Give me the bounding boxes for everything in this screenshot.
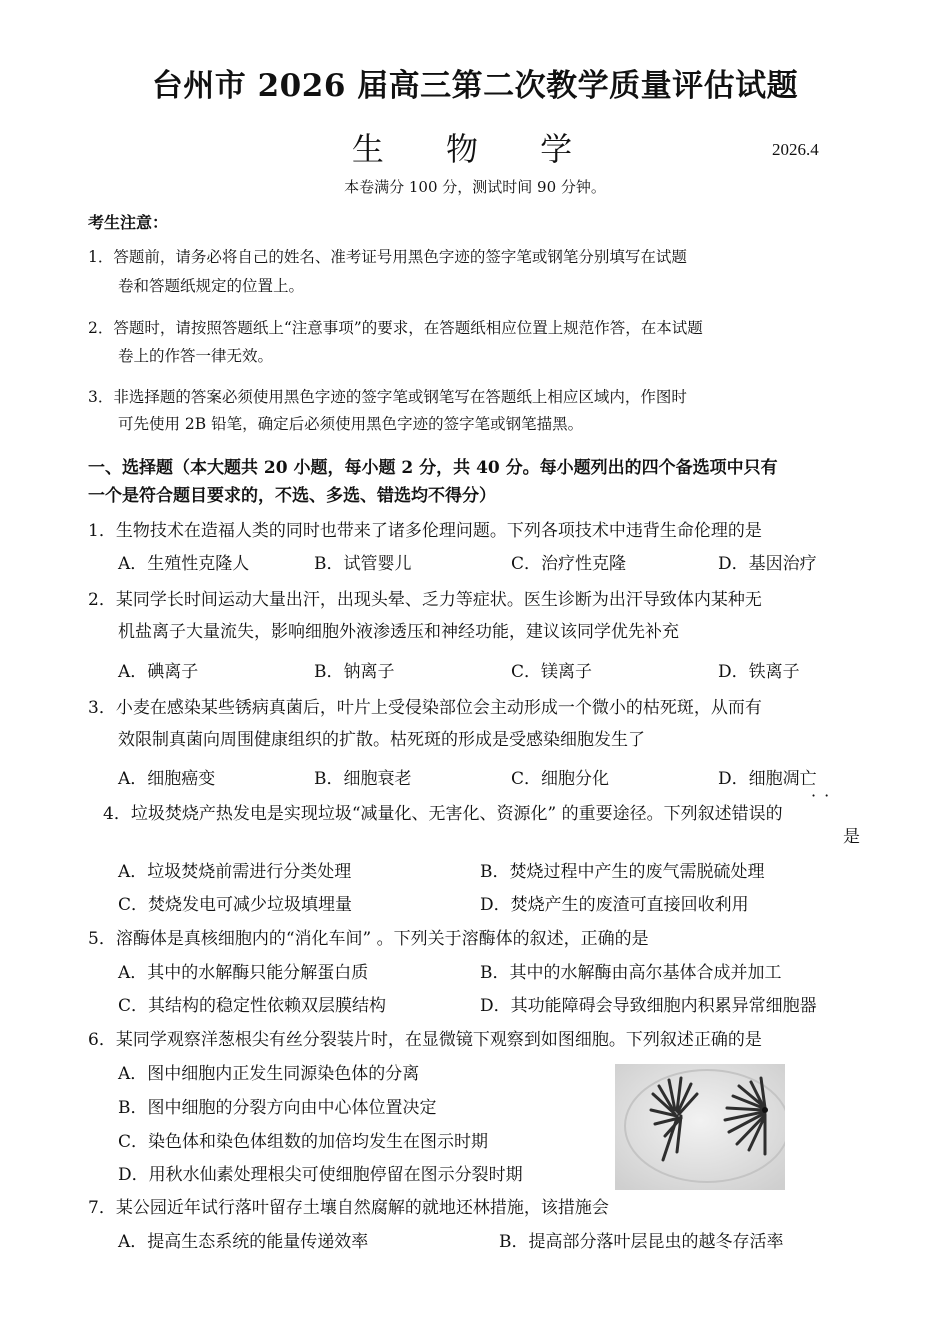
notice-item-1-line2: 卷和答题纸规定的位置上。 — [118, 277, 305, 295]
notice-item-3-line1: 3．非选择题的答案必须使用黑色字迹的签字笔或钢笔写在答题纸上相应区域内，作图时 — [88, 388, 687, 406]
q3-option-b: B．细胞衰老 — [314, 769, 412, 789]
notice-heading: 考生注意： — [88, 213, 169, 232]
exam-date: 2026.4 — [772, 140, 819, 159]
subject-title: 生 物 学 — [351, 130, 599, 168]
q4-option-c: C．焚烧发电可减少垃圾填埋量 — [118, 895, 353, 915]
notice-item-1-line1: 1．答题前，请务必将自己的姓名、准考证号用黑色字迹的签字笔或钢笔分别填写在试题 — [88, 248, 687, 266]
q6-option-a: A．图中细胞内正发生同源染色体的分离 — [118, 1064, 420, 1084]
q5-stem: 5．溶酶体是真核细胞内的“消化车间” 。下列关于溶酶体的叙述，正确的是 — [88, 929, 649, 949]
notice-item-2-line2: 卷上的作答一律无效。 — [118, 347, 274, 365]
notice-item-2-line1: 2．答题时，请按照答题纸上“注意事项”的要求，在答题纸相应位置上规范作答，在本试题 — [88, 319, 703, 337]
notice-item-3-line2: 可先使用 2B 铅笔，确定后必须使用黑色字迹的签字笔或钢笔描黑。 — [118, 415, 584, 433]
q3-option-a: A．细胞癌变 — [118, 769, 216, 789]
q6-option-b: B．图中细胞的分裂方向由中心体位置决定 — [118, 1098, 437, 1118]
q1-option-b: B．试管婴儿 — [314, 554, 412, 574]
mitosis-micrograph — [615, 1064, 785, 1190]
q1-stem: 1．生物技术在造福人类的同时也带来了诸多伦理问题。下列各项技术中违背生命伦理的是 — [88, 521, 762, 541]
q3-option-d: D．细胞凋亡 — [718, 769, 817, 789]
q5-option-b: B．其中的水解酶由高尔基体合成并加工 — [480, 963, 782, 983]
q3-option-c: C．细胞分化 — [511, 769, 610, 789]
q1-option-a: A．生殖性克隆人 — [118, 554, 250, 574]
section-heading-line2: 一个是符合题目要求的，不选、多选、错选均不得分） — [88, 486, 496, 506]
q4-stem-line2: 是 — [843, 827, 860, 847]
q1-option-c: C．治疗性克隆 — [511, 554, 627, 574]
q4-option-d: D．焚烧产生的废渣可直接回收利用 — [480, 895, 749, 915]
q7-option-b: B．提高部分落叶层昆虫的越冬存活率 — [499, 1232, 784, 1252]
q2-option-d: D．铁离子 — [718, 662, 800, 682]
q2-option-a: A．碘离子 — [118, 662, 199, 682]
q7-stem: 7．某公园近年试行落叶留存土壤自然腐解的就地还林措施，该措施会 — [88, 1198, 609, 1218]
q3-stem-line1: 3．小麦在感染某些锈病真菌后，叶片上受侵染部位会主动形成一个微小的枯死斑，从而有 — [88, 698, 762, 718]
q6-option-d: D．用秋水仙素处理根尖可使细胞停留在图示分裂时期 — [118, 1165, 523, 1185]
emphasis-dots: ·· — [811, 786, 838, 805]
exam-title: 台州市 2026 届高三第二次教学质量评估试题 — [151, 68, 799, 104]
exam-info: 本卷满分 100 分，测试时间 90 分钟。 — [344, 178, 606, 196]
q4-stem-line1: 4．垃圾焚烧产热发电是实现垃圾“减量化、无害化、资源化” 的重要途径。下列叙述错误的 — [103, 804, 783, 824]
q4-option-a: A．垃圾焚烧前需进行分类处理 — [118, 862, 352, 882]
q2-stem-line2: 机盐离子大量流失，影响细胞外液渗透压和神经功能，建议该同学优先补充 — [118, 622, 679, 642]
q5-option-c: C．其结构的稳定性依赖双层膜结构 — [118, 996, 387, 1016]
q6-stem: 6．某同学观察洋葱根尖有丝分裂装片时，在显微镜下观察到如图细胞。下列叙述正确的是 — [88, 1030, 762, 1050]
q1-option-d: D．基因治疗 — [718, 554, 817, 574]
q2-option-c: C．镁离子 — [511, 662, 593, 682]
q2-option-b: B．钠离子 — [314, 662, 395, 682]
q7-option-a: A．提高生态系统的能量传递效率 — [118, 1232, 369, 1252]
q3-stem-line2: 效限制真菌向周围健康组织的扩散。枯死斑的形成是受感染细胞发生了 — [118, 730, 645, 750]
q4-option-b: B．焚烧过程中产生的废气需脱硫处理 — [480, 862, 765, 882]
q6-option-c: C．染色体和染色体组数的加倍均发生在图示时期 — [118, 1132, 489, 1152]
section-heading-line1: 一、选择题（本大题共 20 小题，每小题 2 分，共 40 分。每小题列出的四个备选项中只有 — [88, 458, 778, 478]
q5-option-d: D．其功能障碍会导致细胞内积累异常细胞器 — [480, 996, 817, 1016]
q2-stem-line1: 2．某同学长时间运动大量出汗，出现头晕、乏力等症状。医生诊断为出汗导致体内某种无 — [88, 590, 762, 610]
q5-option-a: A．其中的水解酶只能分解蛋白质 — [118, 963, 369, 983]
